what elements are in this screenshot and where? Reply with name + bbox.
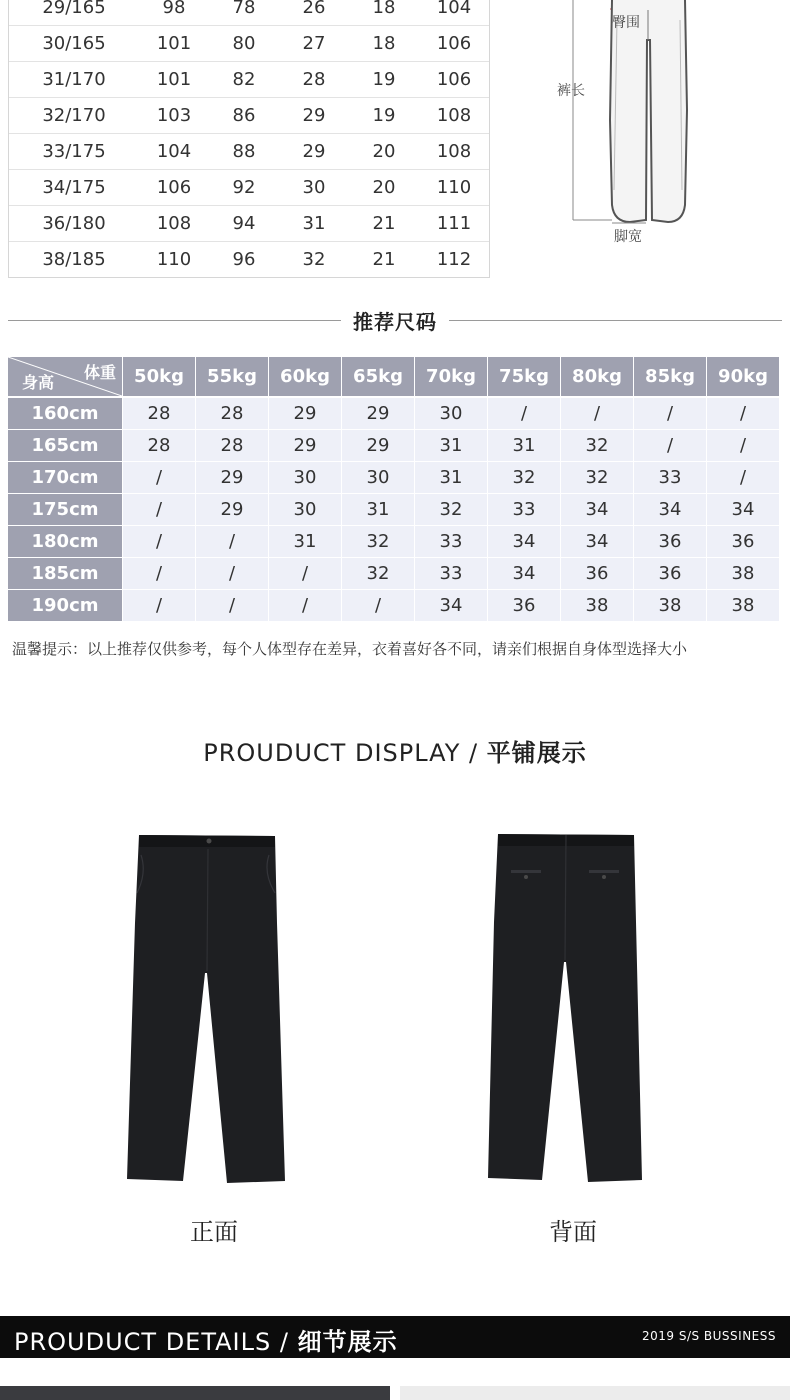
size-measure-cell: 29 xyxy=(302,105,326,126)
size-measure-cell: 27 xyxy=(302,33,326,54)
weight-header-cell: 60kg xyxy=(269,357,341,396)
height-header-cell: 185cm xyxy=(8,558,122,589)
hem-width-label: 脚宽 xyxy=(614,229,642,245)
recommended-size-cell: / xyxy=(196,590,268,621)
size-table-row xyxy=(9,97,489,133)
recommended-size-cell: 36 xyxy=(634,526,706,557)
recommended-size-cell: 36 xyxy=(561,558,633,589)
recommended-size-cell: 33 xyxy=(488,494,560,525)
size-measure-cell: 104 xyxy=(436,0,472,18)
pants-back-image xyxy=(486,832,646,1184)
recommended-size-cell: 30 xyxy=(342,462,414,493)
size-table-row xyxy=(9,61,489,97)
weight-header-cell: 75kg xyxy=(488,357,560,396)
front-caption: 正面 xyxy=(190,1218,238,1246)
recommend-table-body xyxy=(8,398,781,621)
recommended-size-cell: / xyxy=(707,462,779,493)
recommended-size-cell: 34 xyxy=(561,494,633,525)
height-header-cell: 170cm xyxy=(8,462,122,493)
size-code-cell: 30/165 xyxy=(42,33,106,54)
recommend-size-header xyxy=(8,305,782,335)
recommended-size-cell: / xyxy=(269,558,341,589)
recommended-size-cell: 32 xyxy=(561,430,633,461)
recommended-size-cell: / xyxy=(196,558,268,589)
product-details-title-cn: 细节展示 xyxy=(297,1328,398,1356)
size-measure-cell: 111 xyxy=(436,213,472,234)
recommended-size-cell: / xyxy=(196,526,268,557)
hip-label: 臀围 xyxy=(612,15,640,31)
size-measure-cell: 101 xyxy=(156,33,192,54)
weight-header-cell: 80kg xyxy=(561,357,633,396)
recommended-size-cell: 34 xyxy=(415,590,487,621)
divider-right xyxy=(449,320,782,321)
size-table-row xyxy=(9,169,489,205)
height-row xyxy=(8,430,781,461)
product-details-title-en: PROUDUCT DETAILS / xyxy=(14,1328,289,1356)
recommended-size-cell: 33 xyxy=(634,462,706,493)
recommended-size-cell: 28 xyxy=(196,430,268,461)
height-header-cell: 165cm xyxy=(8,430,122,461)
size-table-row xyxy=(9,205,489,241)
size-code-cell: 29/165 xyxy=(42,0,106,18)
recommended-size-cell: 34 xyxy=(707,494,779,525)
recommended-size-cell: 29 xyxy=(342,430,414,461)
weight-header-cell: 90kg xyxy=(707,357,779,396)
divider-left xyxy=(8,320,341,321)
size-measure-cell: 21 xyxy=(372,213,396,234)
length-label: 裤长 xyxy=(557,83,585,99)
recommended-size-cell: 34 xyxy=(561,526,633,557)
recommended-size-cell: / xyxy=(123,526,195,557)
size-measure-cell: 106 xyxy=(436,33,472,54)
height-header-cell: 180cm xyxy=(8,526,122,557)
recommended-size-cell: 34 xyxy=(488,526,560,557)
size-measure-cell: 32 xyxy=(302,249,326,270)
recommended-size-cell: / xyxy=(123,494,195,525)
size-measure-cell: 30 xyxy=(302,177,326,198)
recommended-size-cell: / xyxy=(488,398,560,429)
recommended-size-cell: / xyxy=(707,398,779,429)
size-measure-cell: 20 xyxy=(372,141,396,162)
height-header-cell: 190cm xyxy=(8,590,122,621)
size-measure-cell: 80 xyxy=(232,33,256,54)
size-table-row xyxy=(9,25,489,61)
size-measure-cell: 92 xyxy=(232,177,256,198)
recommended-size-cell: / xyxy=(342,590,414,621)
size-table-row xyxy=(9,133,489,169)
recommended-size-cell: 32 xyxy=(342,558,414,589)
size-measure-cell: 18 xyxy=(372,33,396,54)
size-measure-cell: 19 xyxy=(372,69,396,90)
back-caption: 背面 xyxy=(549,1218,597,1246)
size-code-cell: 38/185 xyxy=(42,249,106,270)
recommend-size-table xyxy=(8,357,781,622)
recommended-size-cell: 29 xyxy=(269,398,341,429)
size-measure-cell: 86 xyxy=(232,105,256,126)
product-details-banner xyxy=(0,1316,790,1358)
size-table xyxy=(8,0,490,278)
size-measure-cell: 108 xyxy=(156,213,192,234)
height-row xyxy=(8,526,781,557)
height-row xyxy=(8,494,781,525)
recommended-size-cell: / xyxy=(634,398,706,429)
size-measure-cell: 82 xyxy=(232,69,256,90)
recommended-size-cell: 30 xyxy=(269,462,341,493)
recommended-size-cell: 34 xyxy=(488,558,560,589)
size-measure-cell: 18 xyxy=(372,0,396,18)
size-measure-cell: 106 xyxy=(156,177,192,198)
product-details-title xyxy=(14,1322,398,1357)
recommended-size-cell: 36 xyxy=(488,590,560,621)
pants-front-image xyxy=(125,833,290,1185)
recommended-size-cell: / xyxy=(123,590,195,621)
recommended-size-cell: / xyxy=(561,398,633,429)
recommended-size-cell: 31 xyxy=(415,462,487,493)
size-measure-cell: 110 xyxy=(156,249,192,270)
recommended-size-cell: 36 xyxy=(634,558,706,589)
size-measure-cell: 104 xyxy=(156,141,192,162)
season-label: 2019 S/S BUSSINESS xyxy=(641,1329,776,1343)
size-code-cell: 31/170 xyxy=(42,69,106,90)
size-code-cell: 32/170 xyxy=(42,105,106,126)
height-row xyxy=(8,558,781,589)
recommended-size-cell: / xyxy=(707,430,779,461)
pants-measurement-diagram xyxy=(550,0,710,250)
weight-header-cell: 55kg xyxy=(196,357,268,396)
size-measure-cell: 20 xyxy=(372,177,396,198)
height-row xyxy=(8,398,781,429)
product-display-title-cn: 平铺展示 xyxy=(486,739,587,767)
detail-image-left xyxy=(0,1386,390,1400)
size-code-cell: 33/175 xyxy=(42,141,106,162)
height-row xyxy=(8,462,781,493)
weight-header-row xyxy=(8,357,781,396)
size-measure-cell: 96 xyxy=(232,249,256,270)
recommended-size-cell: 32 xyxy=(342,526,414,557)
size-measure-cell: 78 xyxy=(232,0,256,18)
size-measure-cell: 31 xyxy=(302,213,326,234)
recommended-size-cell: 32 xyxy=(488,462,560,493)
size-measure-cell: 108 xyxy=(436,105,472,126)
recommended-size-cell: / xyxy=(269,590,341,621)
product-display-title-en: PROUDUCT DISPLAY / xyxy=(203,739,479,767)
recommended-size-cell: / xyxy=(123,462,195,493)
size-measure-cell: 94 xyxy=(232,213,256,234)
recommended-size-cell: 29 xyxy=(196,462,268,493)
recommended-size-cell: 38 xyxy=(707,558,779,589)
recommended-size-cell: 34 xyxy=(634,494,706,525)
recommended-size-cell: / xyxy=(123,558,195,589)
height-row xyxy=(8,590,781,621)
recommended-size-cell: 31 xyxy=(415,430,487,461)
recommended-size-cell: 28 xyxy=(123,398,195,429)
size-tip-text: 温馨提示：以上推荐仅供参考，每个人体型存在差异，衣着喜好各不同，请亲们根据自身体型选择大小 xyxy=(12,640,688,658)
size-measure-cell: 28 xyxy=(302,69,326,90)
recommended-size-cell: 31 xyxy=(269,526,341,557)
corner-height-label: 身高 xyxy=(22,373,55,392)
recommended-size-cell: 29 xyxy=(196,494,268,525)
size-code-cell: 36/180 xyxy=(42,213,106,234)
recommended-size-cell: 32 xyxy=(415,494,487,525)
recommended-size-cell: 30 xyxy=(269,494,341,525)
recommended-size-cell: 38 xyxy=(707,590,779,621)
size-measure-cell: 21 xyxy=(372,249,396,270)
size-measure-cell: 29 xyxy=(302,141,326,162)
recommended-size-cell: 28 xyxy=(196,398,268,429)
weight-header-cell: 65kg xyxy=(342,357,414,396)
size-measure-cell: 106 xyxy=(436,69,472,90)
recommended-size-cell: 31 xyxy=(488,430,560,461)
recommended-size-cell: 38 xyxy=(634,590,706,621)
size-measure-cell: 108 xyxy=(436,141,472,162)
recommended-size-cell: 36 xyxy=(707,526,779,557)
size-measure-cell: 26 xyxy=(302,0,326,18)
pants-outline-illustration xyxy=(550,0,710,250)
recommended-size-cell: 28 xyxy=(123,430,195,461)
recommended-size-cell: 33 xyxy=(415,526,487,557)
size-measure-cell: 98 xyxy=(162,0,186,18)
size-measure-cell: 110 xyxy=(436,177,472,198)
size-measure-cell: 112 xyxy=(436,249,472,270)
size-measure-cell: 101 xyxy=(156,69,192,90)
recommended-size-cell: 31 xyxy=(342,494,414,525)
size-measure-cell: 19 xyxy=(372,105,396,126)
recommended-size-cell: 29 xyxy=(269,430,341,461)
recommended-size-cell: / xyxy=(634,430,706,461)
recommended-size-cell: 33 xyxy=(415,558,487,589)
size-table-row xyxy=(9,0,489,25)
size-table-row xyxy=(9,241,489,277)
weight-header-cell: 70kg xyxy=(415,357,487,396)
product-display-title xyxy=(0,733,790,768)
recommended-size-cell: 29 xyxy=(342,398,414,429)
size-measure-cell: 103 xyxy=(156,105,192,126)
size-code-cell: 34/175 xyxy=(42,177,106,198)
recommended-size-cell: 32 xyxy=(561,462,633,493)
weight-header-cell: 85kg xyxy=(634,357,706,396)
size-measure-cell: 88 xyxy=(232,141,256,162)
weight-header-cell: 50kg xyxy=(123,357,195,396)
recommend-size-title: 推荐尺码 xyxy=(353,309,437,334)
corner-weight-label: 体重 xyxy=(83,363,116,382)
detail-image-right xyxy=(400,1386,790,1400)
height-header-cell: 175cm xyxy=(8,494,122,525)
height-header-cell: 160cm xyxy=(8,398,122,429)
corner-cell xyxy=(8,357,122,396)
recommended-size-cell: 30 xyxy=(415,398,487,429)
recommended-size-cell: 38 xyxy=(561,590,633,621)
